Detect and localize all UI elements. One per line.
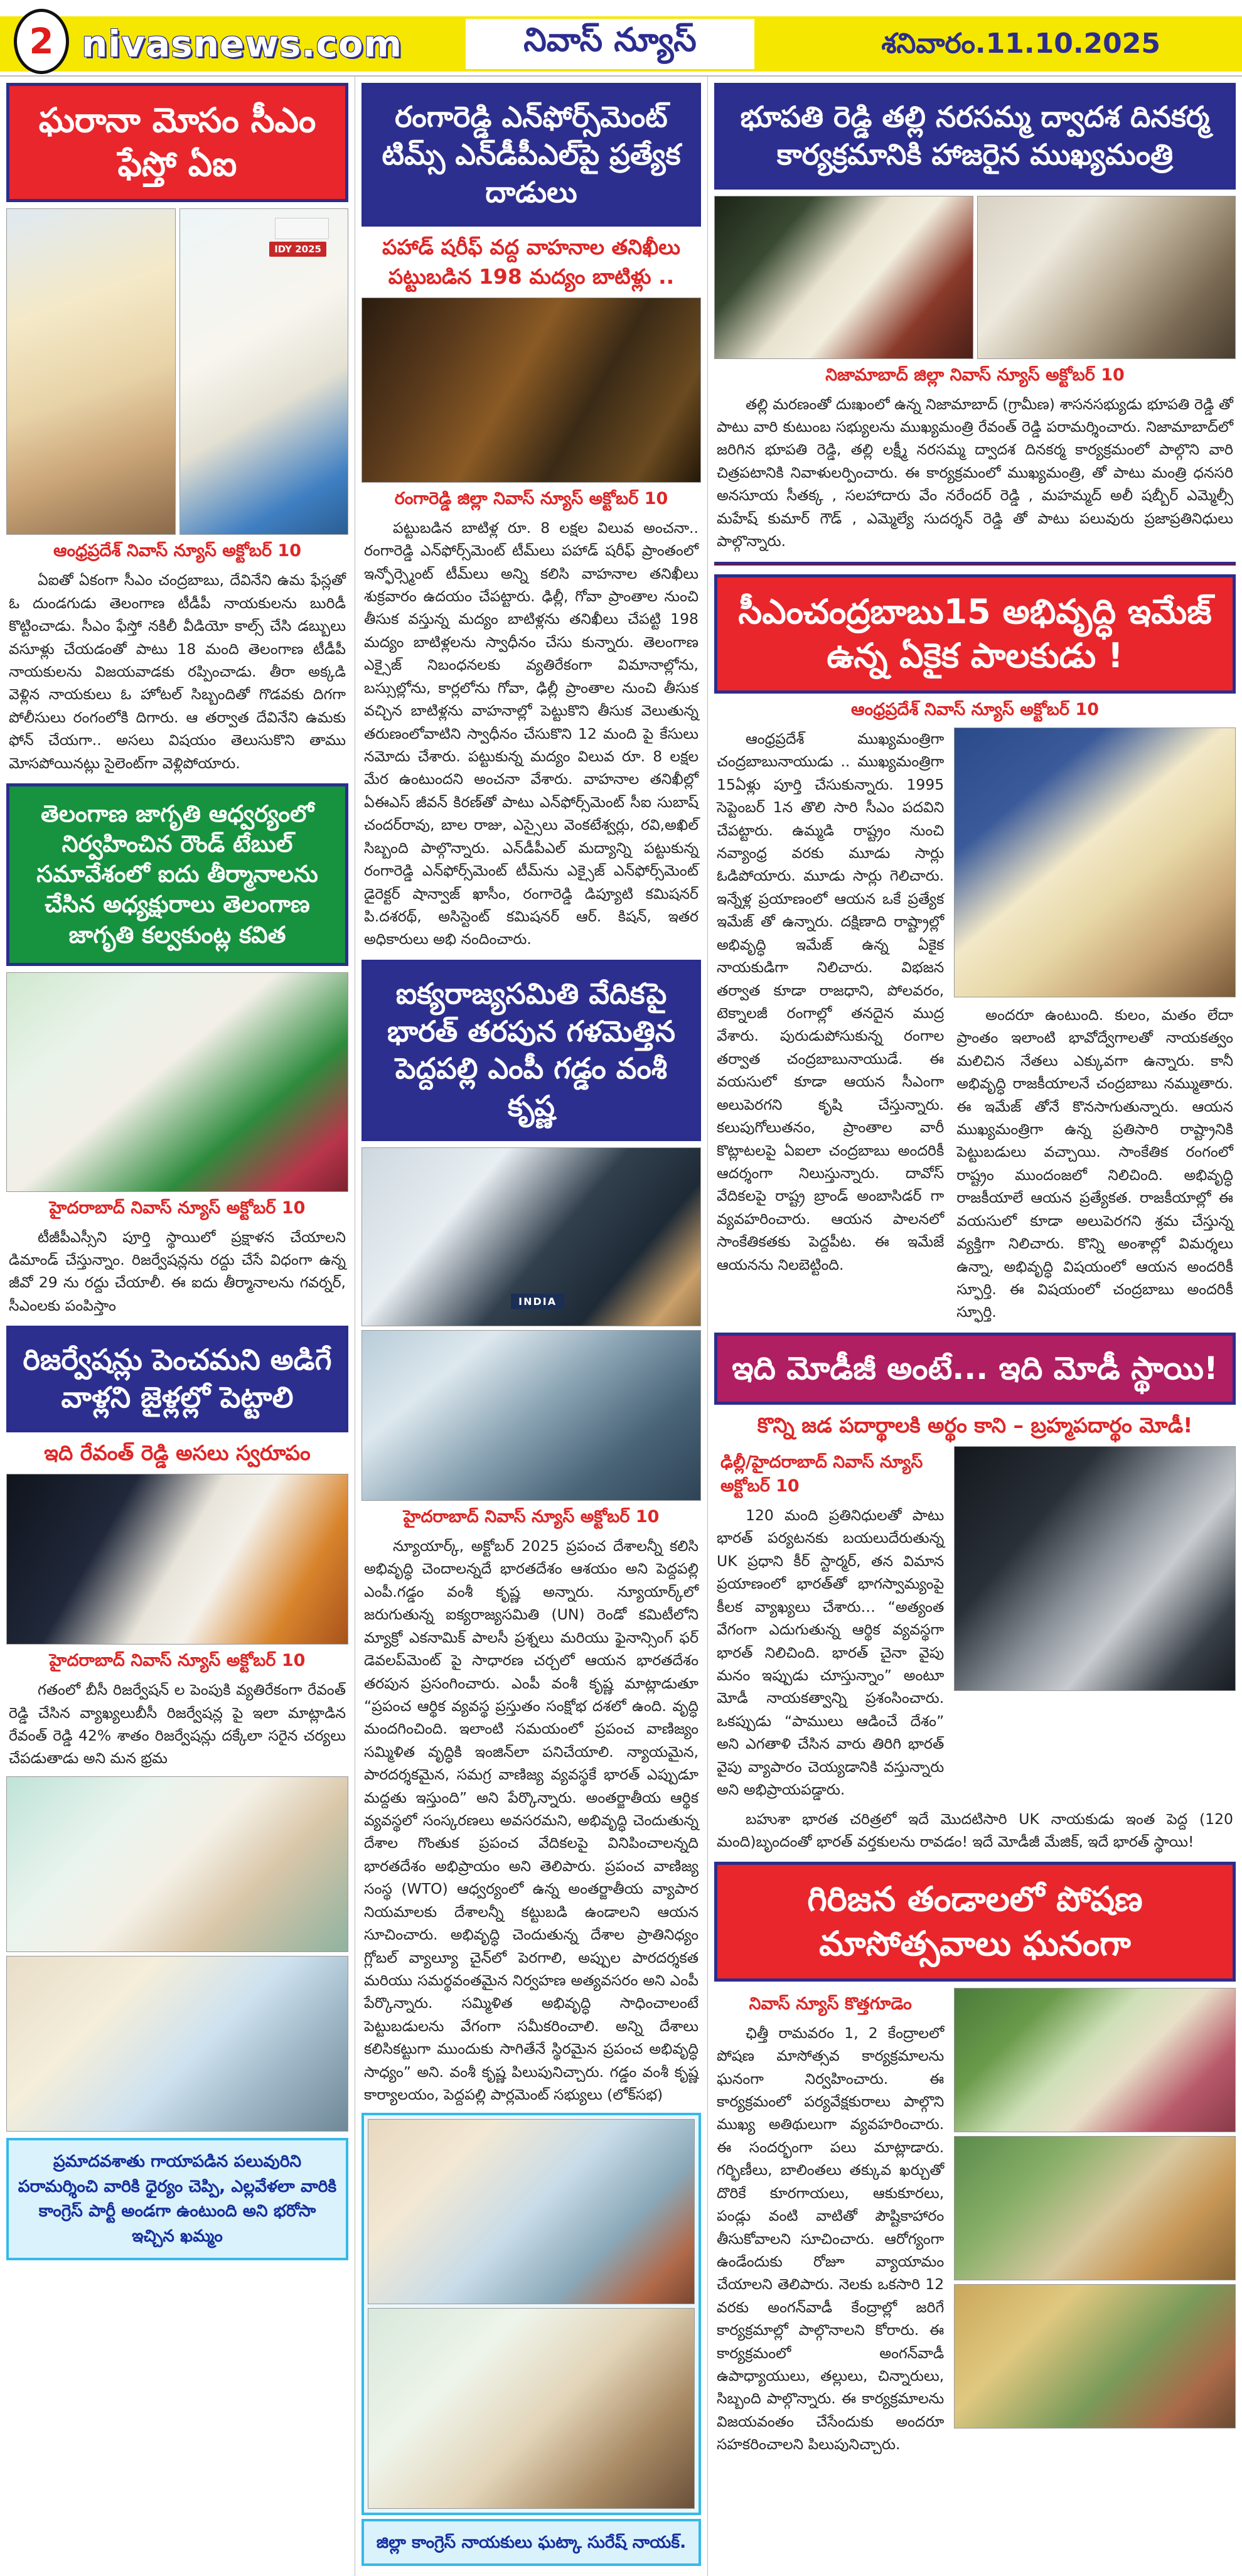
bhupathi-body: తల్లి మరణంతో దుఃఖంలో ఉన్న నిజామాబాద్ (గ్రామీణ) శాసనసభ్యుడు భూపతి రెడ్డి తో పాటు వారి కుటుంబ సభ్యులను ముఖ్యమంత్రి రేవంత్ రెడ్డి పరామర్శించారు. నిజామాబాద్‌లో జరిగిన భూపతి రెడ్డి, తల్లి లక్ష్మీ నరసమ్మ ద్వాదశ దినకర్మ కార్యక్రమంలో పాల్గొని వారి చిత్రపటానికి నివాళులర్పించారు. ఈ కార్యక్రమంలో ముఖ్యమంత్రి, తో పాటు మంత్రి ధనసరి అనసూయ సీతక్క , సలహాదారు వేం నరేందర్ రెడ్డి , మహమ్మద్ అలీ షబ్బీర్ ఎమ్మెల్సీ మహేష్ కుమార్ గౌడ్ , ఎమ్మెల్యే సుదర్శన్ రెడ్డి తో పాటు పలువురు ప్రజాప్రతినిధులు పాల్గొన్నారు. — [717, 395, 1233, 550]
byline-kothagudem: నివాస్ న్యూస్ కొత్తగూడెం — [749, 1994, 912, 2014]
girijan-article — [714, 1988, 1236, 2456]
ai-fraud-body: ఏఐతో ఏకంగా సీఎం చంద్రబాబు, దేవినేని ఉమ ఫేస్లతో ఓ దుండగుడు తెలంగాణ టీడీపీ నాయకులను బురిడీ కొట్టించాడు. సీఎం ఫేస్తో నకిలీ వీడియో కాల్స్ చేసి డబ్బులు వసూళ్లు చేయడంతో పాటు 18 మంది తెలంగాణ టీడీపీ నాయకులను విజయవాడకు రప్పించాడు. తీరా అక్కడి వెళ్లిన నాయకులు ఓ హోటల్ సిబ్బందితో గొడవకు దిగగా పోలీసులు రంగంలోకి దిగారు. ఆ తర్వాత దేవినేని ఉమకు ఫోన్ చేయగా.. అసలు విషయం తెలుసుకొని తాము మోసపోయినట్లు సైలెంట్‌గా వెళ్లిపోయారు. — [9, 571, 346, 772]
photo-seized-liquor-bottles — [361, 298, 701, 483]
girijan-photo-col — [954, 1988, 1236, 2456]
girijan-text-col — [714, 1988, 946, 2456]
headline-bhupathi-reddy-rites: భూపతి రెడ్డి తల్లి నరసమ్మ ద్వాదశ దినకర్మ కార్యక్రమానికి హాజరైన ముఖ్యమంత్రి — [714, 83, 1236, 190]
modi-text-col — [714, 1446, 946, 1801]
idy-badge: IDY 2025 — [269, 242, 326, 257]
photo-mp-at-un-desk — [361, 1147, 701, 1326]
caption-khammam-left: ప్రమాదవశాతు గాయాపడిన పలువురిని పరామర్శించి వారికి ధైర్యం చెప్పి, ఎల్లవేళలా వారికి కాంగ్రెస్ పార్టీ అండగా ఉంటుంది అని భరోసా ఇచ్చిన ఖమ్మం — [6, 2138, 348, 2260]
cm15-body-left: ఆంధ్రప్రదేశ్ ముఖ్యమంత్రిగా చంద్రబాబునాయుడు .. ముఖ్యమంత్రిగా 15ఏళ్లు పూర్తి చేసుకున్నారు. 1995 సెప్టెంబర్ 1న తొలి సారి సీఎం పదవిని చేపట్టారు. ఉమ్మడి రాష్ట్రం నుంచి నవ్యాంధ్ర వరకు మూడు సార్లు ఓడిపోయారు. మూడు సార్లు గెలిచారు. ఇన్నేళ్ల ప్రయాణంలో ఆయన ఒకే ప్రత్యేక ఇమేజ్ తో ఉన్నారు. దక్షిణాది రాష్ట్రాల్లో అభివృద్ధి ఇమేజ్ ఉన్న ఏకైక నాయకుడిగా నిలిచారు. విభజన తర్వాత కూడా రాజధాని, పోలవరం, టెక్నాలజీ రంగాల్లో తనదైన ముద్ర వేశారు. పురుడుపోసుకున్న రంగాల తర్వాత చంద్రబాబునాయుడే. ఈ వయసులో కూడా ఆయన సీఎంగా అలుపెరగని కృషి చేస్తున్నారు. కలుపుగోలుతనం, ప్రాంతాల వారీ కొట్లాటలపై ఏఐలా చంద్రబాబు అందరికీ ఆదర్శంగా నిలుస్తున్నారు. దావోస్ వేదికలపై రాష్ట్ర బ్రాండ్ అంబాసిడర్ గా వ్యవహరించారు. ఆయన పాలనలో సాంకేతికతకు పెద్దపీట. ఈ ఇమేజే ఆయనను నిలబెట్టింది. — [717, 729, 945, 1274]
modi-body-bottom: బహుశా భారత చరిత్రలో ఇదే మొదటిసారి UK నాయకుడు ఇంత పెద్ద (120 మంది)బృందంతో భారత్ వర్తకులను రావడం! ఇదే మోడీజీ మేజిక్, ఇదే భారత్ స్థాయి! — [717, 1810, 1233, 1850]
headline-modiji-level: ఇది మోడీజీ అంటే... ఇది మోడీ స్థాయి! — [714, 1333, 1236, 1405]
byline-hyd-nivas-2: హైదరాబాద్ నివాస్ న్యూస్ అక్టోబర్ 10 — [49, 1651, 306, 1671]
photo-poshana-group-haystack — [954, 2284, 1236, 2428]
byline-hyd-nivas-3: హైదరాబాద్ నివాస్ న్యూస్ అక్టోబర్ 10 — [403, 1506, 660, 1527]
girijan-body: ఛిత్తీ రామవరం 1, 2 కేంద్రాలలో పోషణ మాసోత్సవ కార్యక్రమాలను ఘనంగా నిర్వహించారు. ఈ కార్యక్రమంలో పర్యవేక్షకురాలు పాల్గొని ముఖ్య అతిథులుగా వ్యవహరించారు. ఈ సందర్భంగా పలు మాట్లాడారు. గర్భిణీలు, బాలింతలు తక్కువ ఖర్చుతో దొరికే కూరగాయలు, ఆకుకూరలు, పండ్లు వంటి వాటితో పౌష్టికాహారం తీసుకోవాలని సూచించారు. ఆరోగ్యంగా ఉండేందుకు రోజూ వ్యాయామం చేయాలని తెలిపారు. నెలకు ఒకసారి 12 వరకు అంగన్‌వాడీ కేంద్రాల్లో జరిగే కార్యక్రమాల్లో పాల్గొనాలని కోరారు. ఈ కార్యక్రమంలో అంగన్‌వాడీ ఉపాధ్యాయులు, తల్లులు, చిన్నారులు, సిబ్బంది పాల్గొన్నారు. ఈ కార్యక్రమాలను విజయవంతం చేసేందుకు అందరూ సహకరించాలని పిలుపునిచ్చారు. — [717, 2024, 945, 2454]
subhead-revanth-true-face: ఇది రేవంత్ రెడ్డి అసలు స్వరూపం — [44, 1440, 311, 1465]
photo-hospital-visit-2 — [6, 1956, 348, 2132]
photo-cm-chandrababu-smiling — [6, 208, 176, 535]
un-speech-body: న్యూయార్క్, అక్టోబర్ 2025 ప్రపంచ దేశాలన్నీ కలిసి అభివృద్ధి చెందాలన్నదే భారతదేశం ఆశయం అని పెద్దపల్లి ఎంపీ.గడ్డం వంశీ కృష్ణ అన్నారు. న్యూయార్క్‌లో జరుగుతున్న ఐక్యరాజ్యసమితి (UN) రెండో కమిటీలోని మ్యాక్రో ఎకనామిక్ పాలసీ ప్రశ్నలు మరియు ఫైనాన్సింగ్ ఫర్ డెవలప్‌మెంట్ పై సాధారణ చర్చలో ఆయన భారతదేశం తరపున ప్రసంగించారు. ఎంపీ వంశీ కృష్ణ మాట్లాడుతూ “ప్రపంచ ఆర్థిక వ్యవస్థ ప్రస్తుతం సంక్షోభ దశలో ఉంది. వృద్ధి మందగించింది. ఇలాంటి సమయంలో ప్రపంచ వాణిజ్యం సమ్మిళిత వృద్ధికి ఇంజిన్‌లా పనిచేయాలి. న్యాయమైన, పారదర్శకమైన, సమగ్ర వాణిజ్య వ్యవస్థకే భారత్ ఎప్పుడూ మద్దతు ఇస్తుంది” అని పేర్కొన్నారు. అంతర్జాతీయ ఆర్థిక వ్యవస్థలో సంస్కరణలు అవసరమని, అభివృద్ధి చెందుతున్న దేశాల గొంతుక ప్రపంచ వేదికలపై వినిపించాలన్నది భారతదేశం అభిప్రాయం అని తెలిపారు. ప్రపంచ వాణిజ్య సంస్థ (WTO) ఆధ్వర్యంలో ఉన్న అంతర్జాతీయ వ్యాపార నియమాలకు దేశాలన్నీ కట్టుబడి ఉండాలని ఆయన సూచించారు. అభివృద్ధి చెందుతున్న దేశాల ప్రాతినిధ్యం గ్లోబల్ వ్యాల్యూ చైన్‌లో పెరగాలి, అప్పుల పారదర్శకత మరియు సమర్థవంతమైన నిర్వహణ అత్యవసరం అని ఎంపీ పేర్కొన్నారు. సమ్మిళిత అభివృద్ధి సాధించాలంటే పెట్టుబడులను వేగంగా సమీకరించాలి. అన్ని దేశాలు కలిసికట్టుగా ముందుకు సాగితేనే స్థిరమైన ప్రపంచ అభివృద్ధి సాధ్యం” అని. వంశీ కృష్ణ పిలుపునిచ్చారు. గడ్డం వంశీ కృష్ణ కార్యాలయం, పెద్దపల్లి పార్లమెంట్ సభ్యులు (లోక్‌సభ) — [364, 1537, 699, 2104]
revanth-body: గతంలో బీసీ రిజర్వేషన్ ల పెంపుకి వ్యతిరేకంగా రేవంత్ రెడ్డి చేసిన వ్యాఖ్యలుబీసీ రిజర్వేషన్ల పై ఇలా మాట్లాడిన రేవంత్ రెడ్డి 42% శాతం రిజర్వేషన్లు దక్కేలా సరైన చర్యలు చేపడుతాడు అని మన భ్రమ — [9, 1681, 346, 1768]
subhead-liquor-seized: పహాడ్ షరీఫ్ వద్ద వాహనాల తనిఖీలు పట్టుబడిన 198 మద్యం బాటిళ్లు .. — [382, 235, 681, 289]
photo-hospital-visit-1 — [6, 1776, 348, 1952]
byline-ap-nivas-2: ఆంధ్రప్రదేశ్ నివాస్ న్యూస్ అక్టోబర్ 10 — [851, 699, 1099, 719]
india-placard: INDIA — [511, 1294, 564, 1309]
photo-kavitha-press-meet — [6, 972, 348, 1192]
photo-memorial-gathering — [977, 196, 1236, 359]
byline-nizamabad-nivas: నిజామాబాద్ జిల్లా నివాస్ న్యూస్ అక్టోబర్ 10 — [825, 365, 1125, 385]
column-right — [708, 77, 1242, 2576]
site-link[interactable]: nivasnews.com — [82, 23, 403, 65]
photo-poshana-rally-banners — [954, 1988, 1236, 2132]
column-middle — [355, 77, 708, 2576]
photo-tdp-leader-lanyard — [179, 208, 349, 535]
photo-memorial-garlanded-portrait — [714, 196, 973, 359]
headline-un-mp-vamshi: ఐక్యరాజ్యసమితి వేదికపై భారత్ తరపున గళమెత్తిన పెద్దపల్లి ఎంపీ గడ్డం వంశీ కృష్ణ — [361, 960, 701, 1141]
photo-congress-home-visit — [368, 2119, 695, 2304]
modi-body-left: 120 మంది ప్రతినిధులతో పాటు భారత్ పర్యటనకు బయలుదేరుతున్న UK ప్రధాని కీర్ స్టార్మర్, తన విమాన ప్రయాణంలో భారత్‌తో భాగస్వామ్యంపై కీలక వ్యాఖ్యలు చేశారు… “అత్యంత వేగంగా ఎదుగుతున్న ఆర్థిక వ్యవస్థగా భారత్ నిలిచింది. భారత్ చైనా వైపు మనం ఇప్పుడు చూస్తున్నాం” అంటూ మోడీ నాయకత్వాన్ని ప్రశంసించారు. ఒకప్పుడు “పాములు ఆడించే దేశం” అని ఎగతాళి చేసిన వారు తిరిగి భారత్ వైపు వ్యాపారం చెయ్యడానికి వస్తున్నారు అని అభిప్రాయపడ్డారు. — [717, 1506, 945, 1799]
byline-hyd-nivas-1: హైదరాబాద్ నివాస్ న్యూస్ అక్టోబర్ 10 — [49, 1198, 306, 1218]
headline-ai-fraud: ఘరానా మోసం సీఎం ఫేస్తో ఏఐ — [6, 83, 348, 202]
headline-jagruthi-roundtable: తెలంగాణ జాగృతి ఆధ్వర్యంలో నిర్వహించిన రౌండ్ టేబుల్ సమావేశంలో ఐదు తీర్మానాలను చేసిన అధ్యక్షురాలు తెలంగాణ జాగృతి కల్వకుంట్ల కవిత — [6, 783, 348, 965]
byline-delhi-hyd: ఢిల్లీ/హైదరాబాద్ నివాస్ న్యూస్ అక్టోబర్ 10 — [720, 1452, 923, 1496]
headline-girijan-poshana: గిరిజన తండాలలో పోషణ మాసోత్సవాలు ఘనంగా — [714, 1862, 1236, 1981]
byline-ap-nivas: ఆంధ్రప్రదేశ్ నివాస్ న్యూస్ అక్టోబర్ 10 — [53, 541, 301, 561]
headline-reservations-jail: రిజర్వేషన్లు పెంచమని అడిగే వాళ్లని జైళ్లల్లో పెట్టాలి — [6, 1326, 348, 1432]
photo-revanth-tv-debate — [6, 1474, 348, 1645]
section-divider-1 — [714, 562, 1236, 566]
cm15-body-right: అందరూ ఉంటుంది. కులం, మతం లేదా ప్రాంతం ఇలాంటి భావోద్వేగాలతో నాయకత్వం మలిచిన నేతలు ఎక్కువగా ఉన్నారు. కానీ అభివృద్ధి రాజకీయాలనే చంద్రబాబు నమ్ముతారు. ఈ ఇమేజ్ తోనే కొనసాగుతున్నారు. ఆయన ముఖ్యమంత్రిగా ఉన్న ప్రతిసారి రాష్ట్రానికి పెట్టుబడులు వచ్చాయి. సాంకేతిక రంగంలో రాష్ట్రం ముందంజలో నిలిచింది. అభివృద్ధి రాజకీయాలే ఆయన ప్రత్యేకత. రాజకీయాల్లో ఈ వయసులో కూడా అలుపెరగని శ్రమ చేస్తున్న వ్యక్తిగా నిలిచారు. కొన్ని అంశాల్లో విమర్శలు ఉన్నా, అభివృద్ధి విషయంలో ఆయన అందరికీ స్ఫూర్తి. ఈ విషయంలో చంద్రబాబు అందరికీ స్ఫూర్తి. — [956, 1006, 1233, 1321]
jagruthi-body: టీజీపీఎస్సీని పూర్తి స్థాయిలో ప్రక్షాళన చేయాలని డిమాండ్ చేస్తున్నాం. రిజర్వేషన్లను రద్దు చేసే విధంగా ఉన్న జీవో 29 ను రద్దు చేయాలీ. ఈ ఐదు తీర్మానాలను గవర్నర్, సీఎంలకు పంపిస్తాం — [9, 1228, 346, 1314]
caption-suresh-naik: జిల్లా కాంగ్రెస్ నాయకులు ఘట్కా సురేష్ నాయక్. — [361, 2519, 701, 2567]
page-columns — [0, 75, 1242, 2576]
photo-chandrababu-at-desk — [954, 727, 1236, 997]
photo-congress-bedside — [368, 2308, 695, 2509]
byline-rangareddy-nivas: రంగారెడ్డి జిల్లా నివాస్ న్యూస్ అక్టోబర్ 10 — [394, 488, 668, 508]
photo-poshana-village-walk — [954, 2136, 1236, 2280]
headline-cm15-image: సీఎంచంద్రబాబు15 అభివృద్ధి ఇమేజ్ ఉన్న ఏకైక పాలకుడు ! — [714, 574, 1236, 694]
masthead-bar — [0, 16, 1242, 72]
paper-title: నివాస్ న్యూస్ — [466, 19, 754, 69]
edition-date: శనివారం.11.10.2025 — [881, 28, 1160, 60]
photo-starmer-aircraft — [954, 1446, 1236, 1691]
subhead-brahma-padartham: కొన్ని జడ పదార్థాలకి అర్థం కాని – బ్రహ్మపదార్థం మోడీ! — [757, 1412, 1193, 1437]
cm15-photo-col — [954, 727, 1236, 1324]
column-left — [0, 77, 355, 2576]
cm15-article — [714, 727, 1236, 1324]
modi-article — [714, 1446, 1236, 1801]
enforcement-body: పట్టుబడిన బాటిళ్ల రూ. 8 లక్షల విలువ అంచనా.. రంగారెడ్డి ఎన్‌ఫోర్స్‌మెంట్ టీమ్‌లు పహాడ్ షరీఫ్ ప్రాంతంలో ఇన్ఫోర్స్మెంట్ టీమ్‌లు అన్ని కలిసి వాహనాల తనిఖీలు శుక్రవారం ఉదయం చేపట్టారు. ఢిల్లీ, గోవా ప్రాంతాల నుంచి తీసుక వస్తున్న మద్యం బాటిళ్లను తనిఖీలు చేపట్టి 198 మద్యం బాటిళ్లలను స్వాధీనం చేసు కున్నారు. తెలంగాణ ఎక్సైజ్ నిబంధనలకు వ్యతిరేకంగా విమానాల్లోను, బస్సుల్లోను, కార్లలోను గోవా, ఢిల్లీ ప్రాంతాల నుంచి తీసుక వచ్చిన బాటిళ్లను వాహనాల్లో పెట్టుకొని తీసుక వెలుతున్న తరుణంలోవాటిని స్వాధీనం చేసుకొని 12 మంది పై కేసులు నమోదు చేశారు. పట్టుకున్న మద్యం విలువ రూ. 8 లక్షల మేర ఉంటుందని అంచనా వేశారు. వాహనాల తనిఖీల్లో ఏఈఎస్ జీవన్ కిరణ్‌తో పాటు ఎన్‌ఫోర్స్‌మెంట్ సీఐ సుబాష్ చందర్‌రావు, బాల రాజు, ఎస్సైలు వెంకటేశ్వర్లు, రవి,అఖిల్ సిబ్బంది పాల్గొన్నారు. ఎన్‌డీపీఎల్ మద్యాన్ని పట్టుకున్న రంగారెడ్డి ఎన్‌ఫోర్స్‌మెంట్ టీమ్‌ను ఎక్సైజ్ ఎన్‌ఫోర్స్‌మెంట్ డైరెక్టర్ షాన్వాజ్ ఖాసీం, రంగారెడ్డి డిప్యూటి కమిషనర్ పి.దశరథ్, అసిస్టెంట్ కమిషనర్ ఆర్. కిషన్, ఇతర అధికారులు అభి నందించారు. — [364, 518, 699, 948]
congress-visit-photo-frame — [361, 2113, 701, 2515]
ai-fraud-photos — [6, 208, 348, 535]
headline-enforcement-raids: రంగారెడ్డి ఎన్‌ఫోర్స్‌మెంట్ టిమ్స్ ఎన్‌డీపీఎల్‌పై ప్రత్యేక దాడులు — [361, 83, 701, 227]
page-number-badge: 2 — [14, 9, 69, 74]
memorial-photos — [714, 196, 1236, 359]
modi-photo-col — [954, 1446, 1236, 1801]
photo-un-assembly-hall — [361, 1330, 701, 1501]
id-card — [275, 218, 329, 239]
